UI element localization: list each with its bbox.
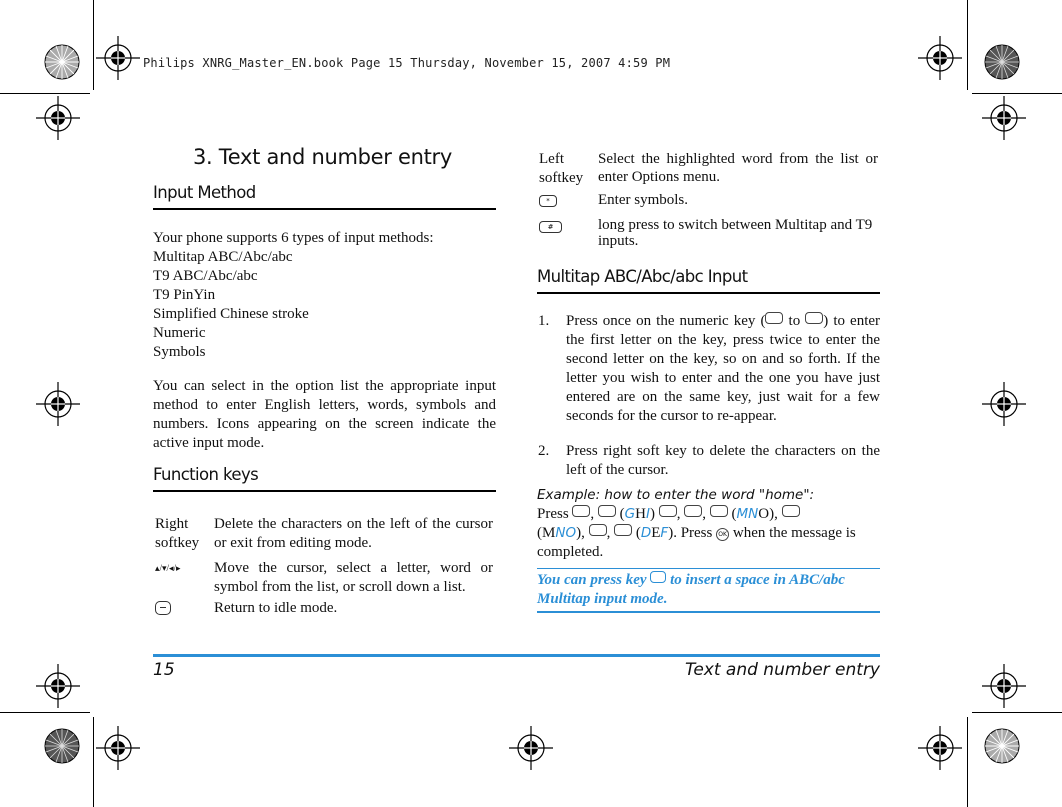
letter-n: N <box>555 525 566 541</box>
example-text: when the message is completed. <box>537 525 856 560</box>
fk-desc: Enter symbols. <box>598 192 688 208</box>
letter-e: E <box>651 525 661 541</box>
example-body: Press , (GHI) , , (MNO), (MNO), , (DEF). Press OK when the message is completed. <box>537 506 856 560</box>
section-rule <box>537 292 880 294</box>
letter-f: F <box>660 525 669 541</box>
note-text: to insert a space in ABC/abc Multitap input mode. <box>537 572 845 607</box>
key-6-icon <box>710 505 728 517</box>
print-header: Philips XNRG_Master_EN.book Page 15 Thursday, November 15, 2007 4:59 PM <box>143 56 671 70</box>
step-2: Press right soft key to delete the characters on the left of the cursor. <box>566 443 880 478</box>
section-rule <box>153 208 496 210</box>
letter-n: N <box>748 506 759 522</box>
step-number: 2. <box>538 443 550 459</box>
key-0-icon <box>650 571 666 583</box>
input-method-heading: Input Method <box>153 183 256 202</box>
input-method-list <box>153 229 496 362</box>
page-number: 15 <box>153 660 175 680</box>
key-6-icon <box>659 505 677 517</box>
end-key-icon <box>155 601 171 615</box>
method-item: Simplified Chinese stroke <box>153 306 309 322</box>
function-keys-heading: Function keys <box>153 465 259 484</box>
footer-rule <box>153 654 880 657</box>
step-text: Press once on the numeric key ( <box>566 313 766 329</box>
key-6-icon <box>782 505 800 517</box>
fk-desc: Delete the characters on the left of the cursor or exit from editing mode. <box>214 516 493 551</box>
letter-m: M <box>736 506 749 522</box>
key-6-icon <box>684 505 702 517</box>
example-heading: Example: how to enter the word "home": <box>537 487 815 503</box>
key-3-icon <box>614 524 632 536</box>
multitap-heading: Multitap ABC/Abc/abc Input <box>537 267 748 286</box>
letter-o: O <box>565 525 577 541</box>
chapter-title: 3. Text and number entry <box>193 145 453 169</box>
fk-desc: Move the cursor, select a letter, word or symbol from the list, or scroll down a list. <box>214 560 493 595</box>
fk-key-left-softkey: Left softkey <box>539 151 584 186</box>
key-4-icon <box>598 505 616 517</box>
fk-desc: Select the highlighted word from the list or enter Options menu. <box>598 151 878 185</box>
step-text: to <box>783 313 806 329</box>
key-2-icon <box>765 312 783 324</box>
navigation-keys-icon: ▴/▾/◂/▸ <box>155 563 181 573</box>
star-key-icon: * <box>539 195 557 207</box>
hash-key-icon: # <box>539 221 562 233</box>
step-number: 1. <box>538 313 550 329</box>
note-rule-bottom <box>537 611 880 613</box>
note-text: You can press key <box>537 572 647 588</box>
footer-section-title: Text and number entry <box>685 660 880 680</box>
key-9-icon <box>805 312 823 324</box>
ok-key-icon: OK <box>716 528 729 541</box>
example-text: Press <box>537 506 569 522</box>
method-item: Multitap ABC/Abc/abc <box>153 249 293 265</box>
note-rule-top <box>537 568 880 569</box>
letter-m: M <box>542 525 556 541</box>
method-item: Symbols <box>153 344 206 360</box>
step-text: ) to enter the first letter on the key, press twice to enter the second letter on the key, so on and so forth. If the letter you wish to enter and the one you have just entered are on the same key, just wait for a few seconds for the cursor to re-appear. <box>566 313 881 424</box>
letter-i: I <box>645 506 650 522</box>
key-3-icon <box>589 524 607 536</box>
letter-g: G <box>624 506 636 522</box>
tip-note <box>537 571 880 609</box>
letter-d: D <box>640 525 652 541</box>
key-4-icon <box>572 505 590 517</box>
step-1 <box>566 312 880 426</box>
letter-h: H <box>635 506 646 522</box>
section-rule <box>153 490 496 492</box>
fk-desc: long press to switch between Multitap and T9 inputs. <box>598 217 873 249</box>
method-item: T9 PinYin <box>153 287 216 303</box>
input-method-intro: Your phone supports 6 types of input methods: <box>153 230 434 246</box>
fk-key-right-softkey: Right softkey <box>155 516 200 551</box>
method-item: T9 ABC/Abc/abc <box>153 268 258 284</box>
example-text: . Press <box>673 525 713 541</box>
input-method-paragraph: You can select in the option list the appropriate input method to enter English letters, words, symbols and numbers. Icons appearing on the screen indicate the active input mode. <box>153 378 496 451</box>
letter-o: O <box>758 506 770 522</box>
fk-desc: Return to idle mode. <box>214 600 338 616</box>
method-item: Numeric <box>153 325 206 341</box>
